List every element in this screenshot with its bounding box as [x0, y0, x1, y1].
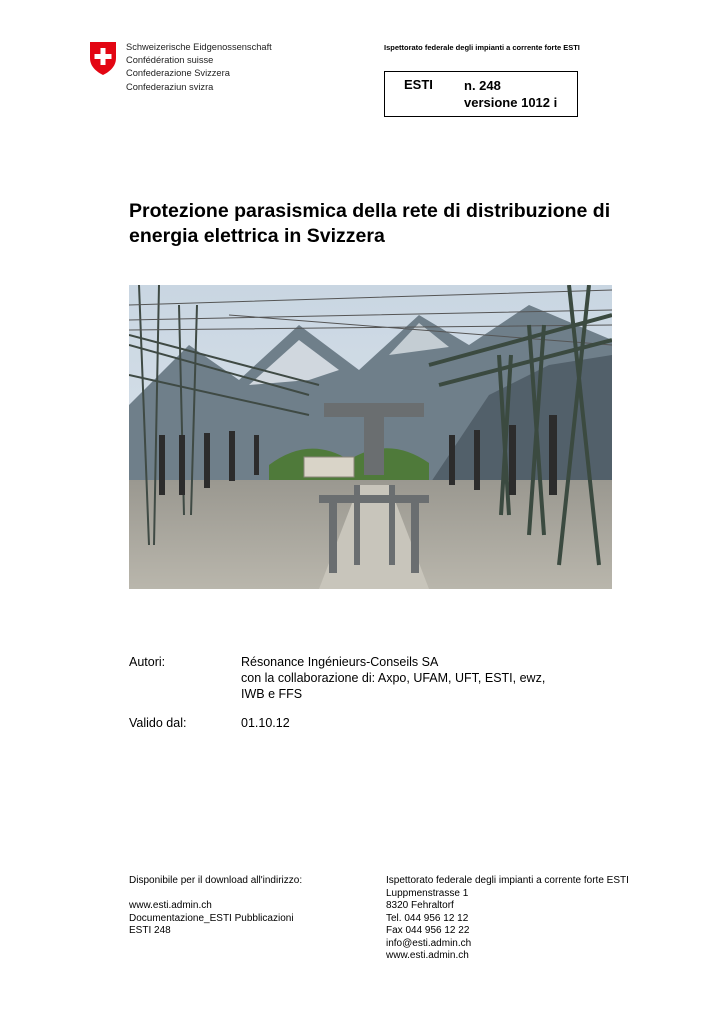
esti-number-version	[464, 77, 557, 111]
authors-line-3: IWB e FFS	[241, 687, 303, 701]
download-line-document-id: ESTI 248	[129, 925, 171, 936]
valid-from-label: Valido dal:	[129, 716, 187, 730]
address-street: Luppmenstrasse 1	[386, 887, 469, 899]
authors-line-1: Résonance Ingénieurs-Conseils SA	[241, 655, 439, 669]
download-link-website[interactable]: www.esti.admin.ch	[129, 900, 212, 911]
address-phone: Tel. 044 956 12 12	[386, 912, 469, 924]
address-office: Ispettorato federale degli impianti a corrente forte ESTI	[386, 875, 629, 886]
esti-label: ESTI	[404, 77, 433, 92]
download-label: Disponibile per il download all'indirizzo:	[129, 875, 303, 886]
swiss-coat-of-arms-icon	[88, 40, 118, 76]
address-website[interactable]: www.esti.admin.ch	[386, 950, 469, 961]
download-block	[129, 875, 302, 938]
authors-label: Autori:	[129, 655, 166, 669]
confederation-line-rm: Confederaziun svizra	[126, 81, 214, 92]
valid-from-value: 01.10.12	[241, 716, 290, 730]
authors-line-2: con la collaborazione di: Axpo, UFAM, UFT, ESTI, ewz,	[241, 671, 546, 685]
title-line-1: Protezione parasismica della rete di distribuzione di	[129, 200, 611, 222]
confederation-names	[126, 41, 272, 94]
document-title	[129, 199, 629, 249]
esti-version: versione 1012 i	[464, 95, 558, 110]
confederation-line-it: Confederazione Svizzera	[126, 68, 230, 79]
office-header: Ispettorato federale degli impianti a corrente forte ESTI	[384, 43, 580, 52]
address-email[interactable]: info@esti.admin.ch	[386, 937, 472, 949]
download-line-documentation: Documentazione_ESTI Pubblicazioni	[129, 912, 294, 924]
authors-value	[241, 654, 545, 702]
esti-number: n. 248	[464, 78, 501, 93]
confederation-line-de: Schweizerische Eidgenossenschaft	[126, 42, 272, 52]
confederation-line-fr: Confédération suisse	[126, 55, 214, 66]
substation-photo	[129, 285, 612, 589]
address-block	[386, 875, 629, 963]
address-city: 8320 Fehraltorf	[386, 900, 454, 911]
title-line-2: energia elettrica in Svizzera	[129, 225, 385, 247]
address-fax: Fax 044 956 12 22	[386, 925, 470, 936]
esti-reference-box	[384, 71, 578, 117]
